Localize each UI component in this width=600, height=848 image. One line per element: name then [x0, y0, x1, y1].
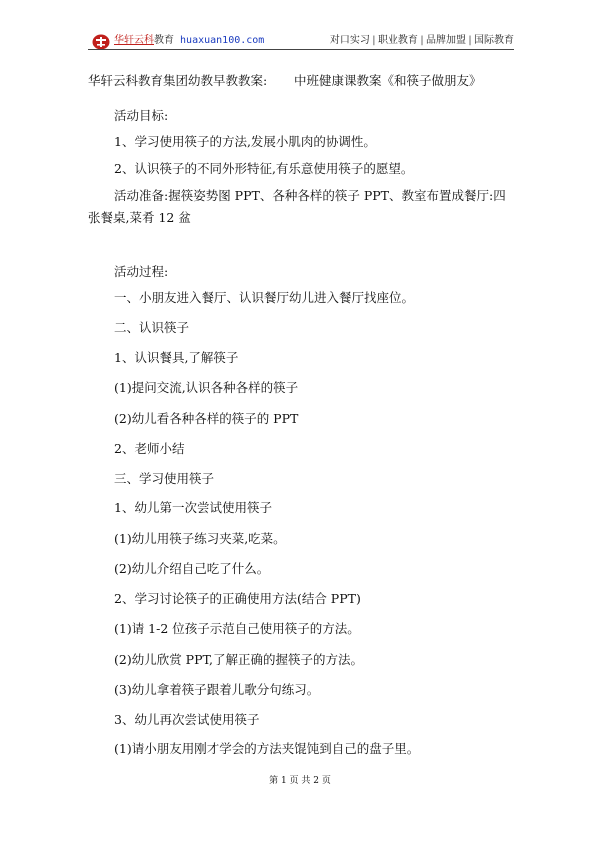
brand-url[interactable]: huaxuan100.com — [180, 35, 265, 46]
process-step-2: 二、认识筷子 — [114, 320, 190, 335]
brand-name[interactable]: 华轩云科 — [114, 35, 154, 46]
nav-item-internship[interactable]: 对口实习 — [329, 35, 370, 46]
brand-logo-icon — [92, 34, 110, 50]
process-step-3-2: 2、学习讨论筷子的正确使用方法(结合 PPT) — [114, 591, 361, 606]
header-nav: 对口实习|职业教育|品牌加盟|国际教育 — [329, 35, 514, 46]
process-step-2-1-a: (1)提问交流,认识各种各样的筷子 — [114, 380, 299, 395]
preparation-line-1: 活动准备:握筷姿势图 PPT、各种各样的筷子 PPT、教室布置成餐厅:四 — [114, 188, 506, 203]
nav-item-international[interactable]: 国际教育 — [474, 35, 514, 46]
nav-item-franchise[interactable]: 品牌加盟 — [425, 35, 466, 46]
process-step-3-2-c: (3)幼儿拿着筷子跟着儿歌分句练习。 — [114, 682, 320, 697]
process-step-1: 一、小朋友进入餐厅、认识餐厅幼儿进入餐厅找座位。 — [114, 290, 415, 305]
goal-item-1: 1、学习使用筷子的方法,发展小肌肉的协调性。 — [114, 134, 376, 149]
process-step-2-1: 1、认识餐具,了解筷子 — [114, 350, 239, 365]
process-step-3-1-b: (2)幼儿介绍自己吃了什么。 — [114, 561, 270, 576]
process-step-3-2-b: (2)幼儿欣赏 PPT,了解正确的握筷子的方法。 — [114, 652, 363, 667]
document-title — [88, 73, 514, 89]
process-step-3-3: 3、幼儿再次尝试使用筷子 — [114, 712, 260, 727]
process-step-3: 三、学习使用筷子 — [114, 471, 215, 486]
process-step-2-2: 2、老师小结 — [114, 441, 185, 456]
process-step-3-1-a: (1)幼儿用筷子练习夹菜,吃菜。 — [114, 531, 286, 546]
process-step-2-1-b: (2)幼儿看各种各样的筷子的 PPT — [114, 411, 299, 426]
process-step-3-2-a: (1)请 1-2 位孩子示范自己使用筷子的方法。 — [114, 621, 360, 636]
header-divider — [88, 49, 514, 50]
page-number: 第 1 页 共 2 页 — [269, 776, 331, 786]
page-header — [88, 32, 514, 52]
goal-item-2: 2、认识筷子的不同外形特征,有乐意使用筷子的愿望。 — [114, 161, 414, 176]
process-step-3-3-a: (1)请小朋友用刚才学会的方法夹馄饨到自己的盘子里。 — [114, 741, 420, 756]
brand-suffix: 教育 — [154, 35, 174, 46]
brand-text — [114, 34, 264, 48]
preparation-line-2: 张餐桌,菜肴 12 盆 — [88, 210, 191, 225]
section-process-heading: 活动过程: — [114, 264, 169, 279]
title-right: 中班健康课教案《和筷子做朋友》 — [294, 73, 482, 88]
process-step-3-1: 1、幼儿第一次尝试使用筷子 — [114, 500, 272, 515]
section-goals-heading: 活动目标: — [114, 108, 169, 123]
title-left: 华轩云科教育集团幼教早教教案: — [88, 73, 268, 88]
nav-item-vocational[interactable]: 职业教育 — [377, 35, 418, 46]
